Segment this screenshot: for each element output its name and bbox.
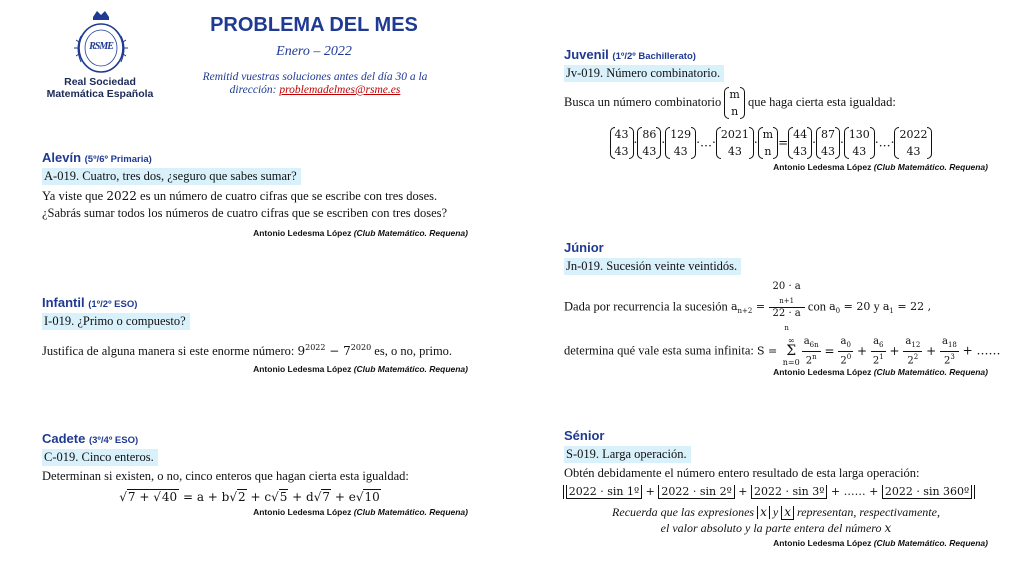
- problem-heading: S-019. Larga operación.: [564, 446, 691, 463]
- problem-text-line1: Dada por recurrencia la sucesión $a_{n+2}$ = 20 · a $_{n+1}$ 22 · a $_n$ con $a_0 = 20$ y $a_1 = 22$ ,: [564, 281, 932, 332]
- category-label: Juvenil (1º/2º Bachillerato): [564, 47, 696, 62]
- series-term: $\frac{a_{12}}{2^2}$: [905, 336, 921, 367]
- operator: ·: [839, 135, 844, 150]
- category-label: Cadete (3º/4º ESO): [42, 431, 139, 446]
- author-credit: Antonio Ledesma López (Club Matemático. Requena): [253, 507, 468, 517]
- problem-text-line2: determina qué vale esta suma infinita: S = ∞ Σ n=0 $\frac{a_{6n}}{2^n}$ = $\frac{a_0}{2^0}$ + $\frac{a_6}{2^1}$ + $\frac{a_{12}}{2^2}$ + $\frac{a_{18}}{2^3}$ + ……: [564, 336, 1001, 368]
- rsme-name-line2: Matemática Española: [46, 88, 154, 100]
- problem-text: Determinan si existen, o no, cinco enteros que hagan cierta esta igualdad:: [42, 469, 409, 483]
- month-label: Enero – 2022: [276, 44, 352, 59]
- operator: ·: [753, 135, 758, 150]
- operator: ·: [812, 135, 816, 150]
- remit-line1: Remitid vuestras soluciones antes del día 30 a la: [202, 71, 428, 83]
- problem-junior: [564, 240, 1001, 378]
- binomial-coefficient: 2021 43: [716, 126, 754, 160]
- binomial-coefficient: 43 43: [610, 126, 634, 160]
- equation: √7 + √40 = a + b√2 + c√5 + d√7 + e√10: [119, 490, 380, 504]
- author-credit: Antonio Ledesma López (Club Matemático. Requena): [773, 162, 988, 172]
- floor-term: 2022 · sin 1º: [566, 485, 642, 499]
- problem-juvenil: [564, 47, 988, 172]
- absolute-value: 2022 · sin 1º + 2022 · sin 2º + 2022 · sin 3º + …… + 2022 · sin 360º: [563, 485, 975, 499]
- problem-cadete: [42, 431, 468, 517]
- sum-symbol: ∞ Σ n=0: [782, 336, 800, 368]
- equation: [554, 126, 988, 160]
- equation: [550, 485, 988, 499]
- problem-text: Justifica de alguna manera si este enorme número: $9^{2022} - 7^{2020}$ es, o no, primo.: [42, 343, 453, 358]
- author-credit: Antonio Ledesma López (Club Matemático. Requena): [253, 364, 468, 374]
- remit-line2-prefix: dirección:: [229, 84, 280, 96]
- author-credit: Antonio Ledesma López (Club Matemático. Requena): [253, 228, 468, 238]
- problem-heading: Jv-019. Número combinatorio.: [564, 65, 724, 82]
- author-credit: Antonio Ledesma López (Club Matemático. Requena): [773, 367, 988, 378]
- problem-heading: A-019. Cuatro, tres dos, ¿seguro que sabes sumar?: [42, 168, 301, 185]
- author-credit: Antonio Ledesma López (Club Matemático. Requena): [773, 538, 988, 548]
- category-label: Alevín (5º/6º Primaria): [42, 150, 152, 165]
- problem-text: Busca un número combinatorio m n que haga cierta esta igualdad:: [564, 88, 896, 118]
- binomial-coefficient: 86 43: [637, 126, 661, 160]
- category-label: Sénior: [564, 428, 605, 443]
- binomial-coefficient: 2022 43: [894, 126, 932, 160]
- operator: ·: [661, 135, 666, 150]
- category-label: Júnior: [564, 240, 604, 255]
- category-label: Infantil (1º/2º ESO): [42, 295, 138, 310]
- email-link[interactable]: problemadelmes@rsme.es: [279, 84, 401, 96]
- series-term: $\frac{a_6}{2^1}$: [872, 336, 884, 367]
- problem-heading: I-019. ¿Primo o compuesto?: [42, 313, 190, 330]
- binomial-coefficient: 87 43: [816, 126, 840, 160]
- floor-term: 2022 · sin 360º: [882, 485, 972, 499]
- series-term: $\frac{a_0}{2^0}$: [840, 336, 852, 367]
- binomial-coefficient: m n: [758, 126, 778, 160]
- note: Recuerda que las expresiones x y x representan, respectivamente, el valor absoluto y la parte entera del número x: [612, 505, 940, 535]
- rsme-name-line1: Real Sociedad: [64, 76, 136, 88]
- rsme-name: [30, 76, 170, 100]
- problem-heading: Jn-019. Sucesión veinte veintidós.: [564, 258, 741, 275]
- binomial-coefficient: 130 43: [844, 126, 875, 160]
- problem-text: Obtén debidamente el número entero resultado de esta larga operación:: [564, 466, 920, 480]
- floor-term: 2022 · sin 3º: [751, 485, 827, 499]
- operator: ·…·: [874, 135, 895, 150]
- problem-heading: C-019. Cinco enteros.: [42, 449, 158, 466]
- problem-senior: [564, 428, 988, 548]
- binomial-coefficient: 44 43: [788, 126, 812, 160]
- problem-text: Ya viste que 2022 es un número de cuatro cifras que se escribe con tres doses. ¿Sabrás sumar todos los números de cuatro cifras que se escriben con tres doses?: [42, 189, 448, 220]
- series-general-term: $\frac{a_{6n}}{2^n}$: [803, 336, 819, 367]
- remit-note: [170, 71, 460, 97]
- page-title: PROBLEMA DEL MES: [210, 14, 418, 36]
- operator: ·: [633, 135, 638, 150]
- problem-infantil: [42, 295, 468, 374]
- series-term: $\frac{a_{18}}{2^3}$: [941, 336, 957, 367]
- operator: ·…·: [696, 135, 716, 150]
- rsme-logo: [66, 8, 136, 76]
- problem-alevin: [42, 150, 468, 238]
- operator: =: [778, 135, 789, 150]
- binomial-coefficient: 129 43: [665, 126, 696, 160]
- rsme-monogram: RSME: [89, 41, 113, 52]
- floor-term: 2022 · sin 2º: [658, 485, 734, 499]
